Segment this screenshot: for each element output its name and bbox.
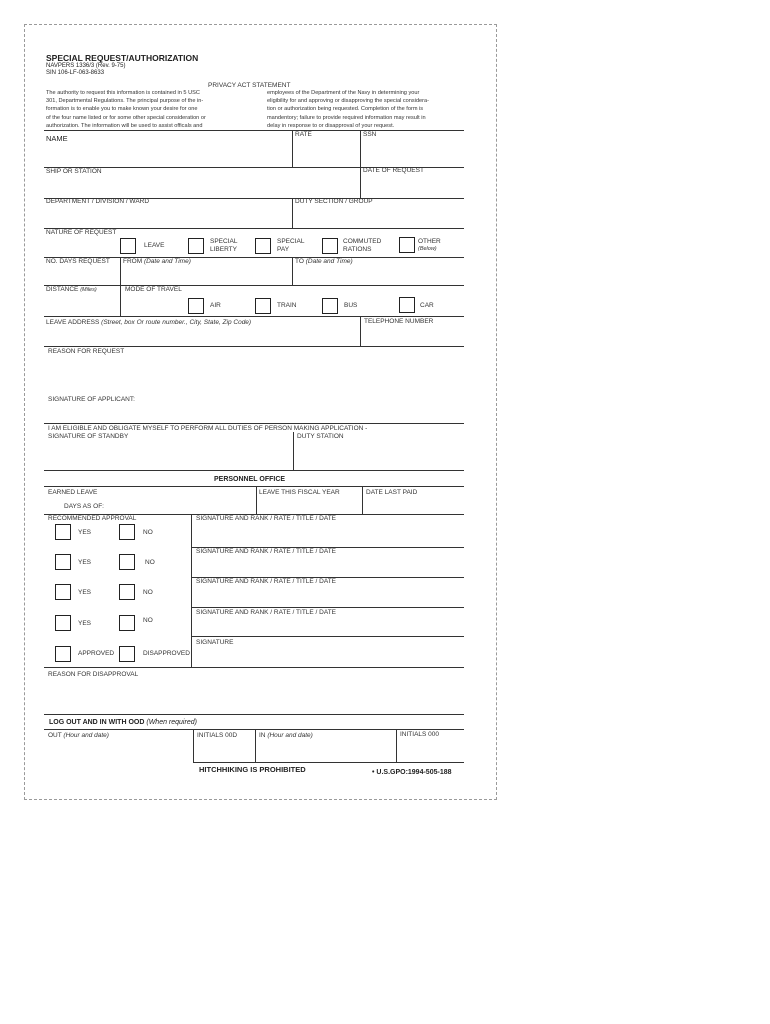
hitchhiking-notice: HITCHHIKING IS PROHIBITED [199, 765, 306, 774]
car-checkbox[interactable] [399, 297, 415, 313]
sig-rank-label-4: SIGNATURE AND RANK / RATE / TITLE / DATE [196, 609, 337, 616]
disapproved-checkbox[interactable] [119, 646, 135, 662]
privacy-act-heading: PRIVACY ACT STATEMENT [208, 82, 291, 89]
other-checkbox[interactable] [399, 237, 415, 253]
nature-of-request-label: NATURE OF REQUEST [46, 229, 117, 236]
approval-1-no-label: NO [143, 529, 153, 536]
final-signature-field[interactable] [194, 648, 462, 664]
special-pay-checkbox[interactable] [255, 238, 271, 254]
leave-address-field[interactable] [46, 328, 356, 344]
out-label: OUT (Hour and date) [48, 732, 109, 739]
distance-label: DISTANCE (Miles) [46, 286, 97, 293]
duty-station-field[interactable] [296, 443, 462, 467]
approval-4-yes-checkbox[interactable] [55, 615, 71, 631]
approved-checkbox[interactable] [55, 646, 71, 662]
approval-4-no-label: NO [143, 617, 153, 624]
date-last-paid-label: DATE LAST PAID [366, 489, 418, 496]
initials-ood-1-field[interactable] [195, 742, 253, 760]
distance-field[interactable] [46, 296, 118, 314]
approval-1-no-checkbox[interactable] [119, 524, 135, 540]
leave-option-label: LEAVE [144, 242, 165, 249]
duty-section-label: DUTY SECTION / GROUP [295, 198, 373, 205]
rate-label: RATE [295, 131, 312, 138]
to-label: TO (Date and Time) [295, 258, 353, 265]
no-days-label: NO. DAYS REQUEST [46, 258, 110, 265]
commuted-rations-checkbox[interactable] [322, 238, 338, 254]
air-label: AIR [210, 302, 221, 309]
signature-applicant-label: SIGNATURE OF APPLICANT: [48, 396, 135, 403]
initials-ood-1-label: INITIALS 00D [197, 732, 238, 739]
leave-this-fy-label: LEAVE THIS FISCAL YEAR [259, 489, 340, 496]
special-liberty-checkbox[interactable] [188, 238, 204, 254]
train-label: TRAIN [277, 302, 297, 309]
form-sin: SIN 106-LF-063-8633 [46, 70, 105, 76]
gpo-imprint: • U.S.GPO:1994-505-188 [372, 769, 452, 776]
no-days-field[interactable] [46, 267, 118, 283]
approval-2-no-label: NO [145, 559, 155, 566]
name-field[interactable] [46, 144, 290, 164]
approval-2-signature-field[interactable] [194, 557, 462, 575]
duty-station-label: DUTY STATION [297, 433, 344, 440]
ship-station-field[interactable] [46, 177, 356, 195]
approval-2-yes-checkbox[interactable] [55, 554, 71, 570]
department-label: DEPARTMENT / DIVISION / WARD [46, 198, 150, 205]
recommended-approval-label: RECOMMENDED APPROVAL [48, 515, 137, 522]
in-label: IN (Hour and date) [259, 732, 313, 739]
signature-applicant-field[interactable] [160, 394, 460, 408]
personnel-office-heading: PERSONNEL OFFICE [214, 476, 286, 483]
days-as-of-field[interactable] [110, 500, 252, 512]
department-field[interactable] [46, 207, 290, 225]
reason-for-request-label: REASON FOR REQUEST [48, 348, 125, 355]
signature-standby-label: SIGNATURE OF STANDBY [48, 433, 129, 440]
approval-4-no-checkbox[interactable] [119, 615, 135, 631]
bus-label: BUS [344, 302, 358, 309]
name-label: NAME [46, 134, 68, 143]
special-pay-label: SPECIAL PAY [277, 238, 305, 253]
logout-heading: LOG OUT AND IN WITH OOD (When required) [49, 719, 197, 726]
days-as-of-label: DAYS AS OF: [64, 503, 104, 510]
disapproved-label: DISAPPROVED [143, 650, 190, 657]
leave-this-fy-field[interactable] [258, 498, 360, 512]
privacy-act-right: employees of the Department of the Navy in determining your eligibility for and approving or disapproving the special considera- tion or authorization being requested. Completion of the form is mandentory; failure to provide required information may result in delay in response to or disapproval of your request. [267, 90, 430, 129]
initials-ood-2-field[interactable] [398, 742, 462, 760]
out-field[interactable] [46, 742, 191, 760]
air-checkbox[interactable] [188, 298, 204, 314]
date-of-request-label: DATE OF REQUEST [363, 167, 424, 174]
train-checkbox[interactable] [255, 298, 271, 314]
approval-3-yes-label: YES [78, 589, 92, 596]
other-label: OTHER (Below) [418, 238, 441, 252]
in-field[interactable] [257, 742, 394, 760]
date-of-request-field[interactable] [362, 177, 462, 195]
telephone-field[interactable] [362, 328, 462, 344]
rate-field[interactable] [294, 140, 358, 164]
form-number: NAVPERS 1336/3 (Rev. 9-75) [46, 63, 126, 69]
commuted-rations-label: COMMUTED RATIONS [343, 238, 382, 253]
leave-checkbox[interactable] [120, 238, 136, 254]
sig-rank-label-3: SIGNATURE AND RANK / RATE / TITLE / DATE [196, 578, 337, 585]
duty-section-field[interactable] [294, 207, 462, 225]
approval-3-signature-field[interactable] [194, 587, 462, 605]
obligation-statement: I AM ELIGIBLE AND OBLIGATE MYSELF TO PERFORM ALL DUTIES OF PERSON MAKING APPLICATION - [48, 425, 368, 432]
ship-station-label: SHIP OR STATION [46, 168, 102, 175]
approval-3-no-checkbox[interactable] [119, 584, 135, 600]
approval-1-yes-label: YES [78, 529, 92, 536]
mode-of-travel-label: MODE OF TRAVEL [125, 286, 182, 293]
sig-rank-label-1: SIGNATURE AND RANK / RATE / TITLE / DATE [196, 515, 337, 522]
reason-for-request-field[interactable] [46, 358, 462, 392]
approval-4-yes-label: YES [78, 620, 92, 627]
ssn-label: SSN [363, 131, 377, 138]
approval-4-signature-field[interactable] [194, 618, 462, 634]
approval-2-yes-label: YES [78, 559, 92, 566]
bus-checkbox[interactable] [322, 298, 338, 314]
reason-disapproval-field[interactable] [46, 681, 462, 711]
approval-3-yes-checkbox[interactable] [55, 584, 71, 600]
initials-ood-2-label: INITIALS 000 [400, 731, 440, 738]
signature-standby-field[interactable] [46, 443, 290, 467]
final-signature-label: SIGNATURE [196, 639, 234, 646]
approval-2-no-checkbox[interactable] [119, 554, 135, 570]
approval-3-no-label: NO [143, 589, 153, 596]
special-liberty-label: SPECIAL LIBERTY [210, 238, 238, 253]
approved-label: APPROVED [78, 650, 115, 657]
approval-1-yes-checkbox[interactable] [55, 524, 71, 540]
privacy-act-left: The authority to request this information is contained in 5 USC 301, Departmental Regulations. The principal purpose of the in- formation is to enable you to make known your desire for one of the four name listed or for some other special consideration or authorization. The information will be used to assist officals and [46, 90, 206, 129]
to-field[interactable] [294, 267, 462, 283]
reason-disapproval-label: REASON FOR DISAPPROVAL [48, 671, 139, 678]
earned-leave-label: EARNED LEAVE [48, 489, 98, 496]
sig-rank-label-2: SIGNATURE AND RANK / RATE / TITLE / DATE [196, 548, 337, 555]
from-field[interactable] [122, 267, 290, 283]
car-label: CAR [420, 302, 434, 309]
from-label: FROM (Date and Time) [123, 258, 191, 265]
form-title: SPECIAL REQUEST/AUTHORIZATION [46, 53, 199, 63]
telephone-label: TELEPHONE NUMBER [364, 318, 434, 325]
leave-address-label: LEAVE ADDRESS (Street, box Or route number., City, State, Zip Code) [46, 319, 252, 326]
approval-1-signature-field[interactable] [194, 525, 462, 545]
date-last-paid-field[interactable] [364, 498, 462, 512]
ssn-field[interactable] [362, 140, 462, 164]
